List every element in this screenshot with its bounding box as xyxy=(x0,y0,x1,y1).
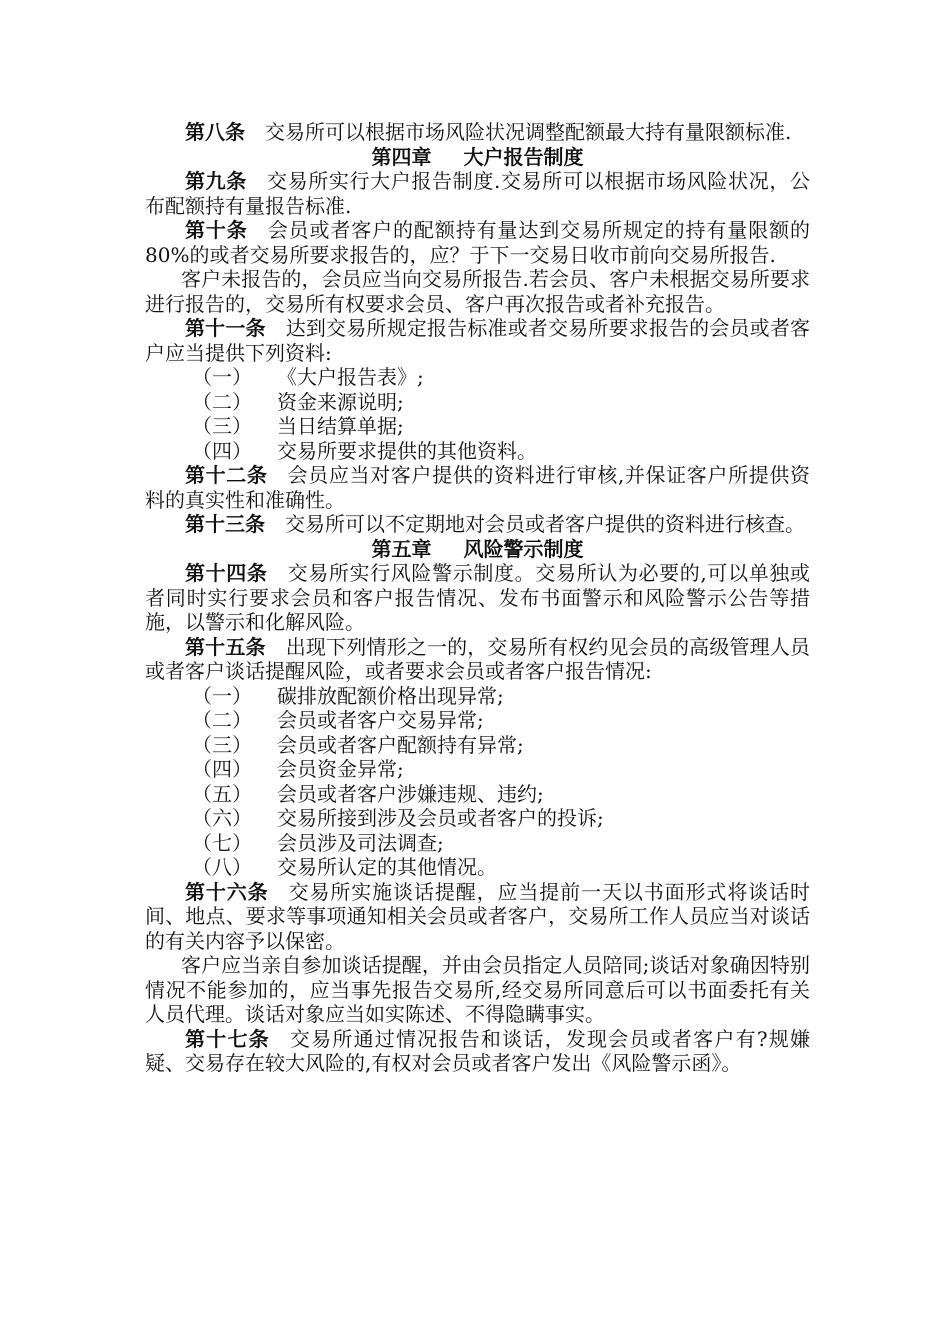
item-text: 交易所接到涉及会员或者客户的投诉; xyxy=(277,806,604,830)
paragraph-text: 客户未报告的，会员应当向交易所报告.若会员、客户未根据交易所要求进行报告的，交易所有权要求会员、客户再次报告或者补充报告。 xyxy=(145,267,810,316)
item-marker: （一） xyxy=(192,365,252,389)
chapter-number: 第五章 xyxy=(371,536,432,561)
article-heading: 第十二条 xyxy=(185,463,268,487)
item-marker: （四） xyxy=(192,438,252,463)
article-text: 交易所实行大户报告制度.交易所可以根据市场风险状况，公布配额持有量报告标准. xyxy=(145,169,811,218)
article-heading: 第九条 xyxy=(185,169,247,193)
item-text: 交易所要求提供的其他资料。 xyxy=(277,438,537,463)
list-item xyxy=(145,439,810,464)
item-marker: （二） xyxy=(192,708,252,732)
article-heading: 第十三条 xyxy=(185,512,265,536)
article-text: 交易所可以不定期地对会员或者客户提供的资料进行核查。 xyxy=(285,512,805,536)
article-text: 交易所通过情况报告和谈话，发现会员或者客户有?规嫌疑、交易存在较大风险的,有权对会员或者客户发出《风险警示函》。 xyxy=(145,1026,810,1075)
item-marker: （三） xyxy=(192,414,252,438)
list-item xyxy=(145,831,810,856)
chapter-5-title xyxy=(145,537,810,562)
item-marker: （八） xyxy=(192,855,252,879)
list-item xyxy=(145,390,810,415)
list-item xyxy=(145,365,810,390)
item-text: 会员或者客户配额持有异常; xyxy=(277,732,524,757)
item-marker: （四） xyxy=(192,757,252,781)
list-item xyxy=(145,414,810,439)
list-item xyxy=(145,733,810,758)
item-marker: （三） xyxy=(192,732,252,757)
item-marker: （七） xyxy=(192,830,252,855)
chapter-4-title xyxy=(145,145,810,170)
article-13 xyxy=(145,512,810,537)
article-15 xyxy=(145,635,810,684)
article-10 xyxy=(145,218,810,267)
item-text: 资金来源说明; xyxy=(277,389,404,414)
item-marker: （一） xyxy=(192,683,252,708)
article-8 xyxy=(145,120,810,145)
article-heading: 第十七条 xyxy=(185,1026,270,1051)
item-text: 碳排放配额价格出现异常; xyxy=(277,683,504,708)
article-text: 达到交易所规定报告标准或者交易所要求报告的会员或者客户应当提供下列资料: xyxy=(145,316,811,365)
article-text: 交易所可以根据市场风险状况调整配额最大持有量限额标准. xyxy=(265,120,792,144)
item-text: 当日结算单据; xyxy=(277,414,404,438)
article-16-paragraph-2 xyxy=(145,953,810,1027)
article-heading: 第十五条 xyxy=(185,634,266,659)
list-item xyxy=(145,782,810,807)
list-item xyxy=(145,806,810,831)
article-text: 出现下列情形之一的，交易所有权约见会员的高级管理人员或者客户谈话提醒风险，或者要求会员或者客户报告情况: xyxy=(145,634,811,683)
article-text: 交易所实行风险警示制度。交易所认为必要的,可以单独或者同时实行要求会员和客户报告情况、发布书面警示和风险警示公告等措施，以警示和化解风险。 xyxy=(145,561,811,634)
item-marker: （六） xyxy=(192,806,252,830)
article-16 xyxy=(145,880,810,954)
paragraph-text: 客户应当亲自参加谈话提醒，并由会员指定人员陪同;谈话对象确因特别情况不能参加的，应当事先报告交易所,经交易所同意后可以书面委托有关人员代理。谈话对象应当如实陈述、不得隐瞒事实。 xyxy=(145,953,810,1026)
item-text: 会员或者客户涉嫌违规、违约; xyxy=(277,781,544,806)
chapter-name: 风险警示制度 xyxy=(463,536,584,561)
list-item xyxy=(145,757,810,782)
list-item xyxy=(145,708,810,733)
article-text: 会员或者客户的配额持有量达到交易所规定的持有量限额的80%的或者交易所要求报告的，应？于下一交易日收市前向交易所报告. xyxy=(145,218,811,267)
item-text: 会员涉及司法调查; xyxy=(277,830,444,855)
item-marker: （二） xyxy=(192,389,252,414)
article-text: 交易所实施谈话提醒，应当提前一天以书面形式将谈话时间、地点、要求等事项通知相关会员或者客户，交易所工作人员应当对谈话的有关内容予以保密。 xyxy=(145,879,811,953)
list-item xyxy=(145,684,810,709)
article-10-paragraph-2 xyxy=(145,267,810,316)
chapter-number: 第四章 xyxy=(371,144,432,169)
item-text: 会员或者客户交易异常; xyxy=(277,708,484,732)
item-marker: （五） xyxy=(192,781,252,806)
item-text: 交易所认定的其他情况。 xyxy=(277,855,497,879)
item-text: 《大户报告表》; xyxy=(277,365,424,389)
article-text: 会员应当对客户提供的资料进行审核,并保证客户所提供资料的真实性和准确性。 xyxy=(145,463,811,512)
article-17 xyxy=(145,1027,810,1076)
article-14 xyxy=(145,561,810,635)
chapter-name: 大户报告制度 xyxy=(463,144,584,169)
article-heading: 第八条 xyxy=(185,120,245,144)
article-heading: 第十四条 xyxy=(185,561,268,585)
article-heading: 第十一条 xyxy=(185,316,266,340)
article-9 xyxy=(145,169,810,218)
article-11 xyxy=(145,316,810,365)
article-heading: 第十六条 xyxy=(185,879,269,904)
article-heading: 第十条 xyxy=(185,218,248,242)
article-12 xyxy=(145,463,810,512)
list-item xyxy=(145,855,810,880)
item-text: 会员资金异常; xyxy=(277,757,404,781)
document-page xyxy=(145,120,810,1076)
